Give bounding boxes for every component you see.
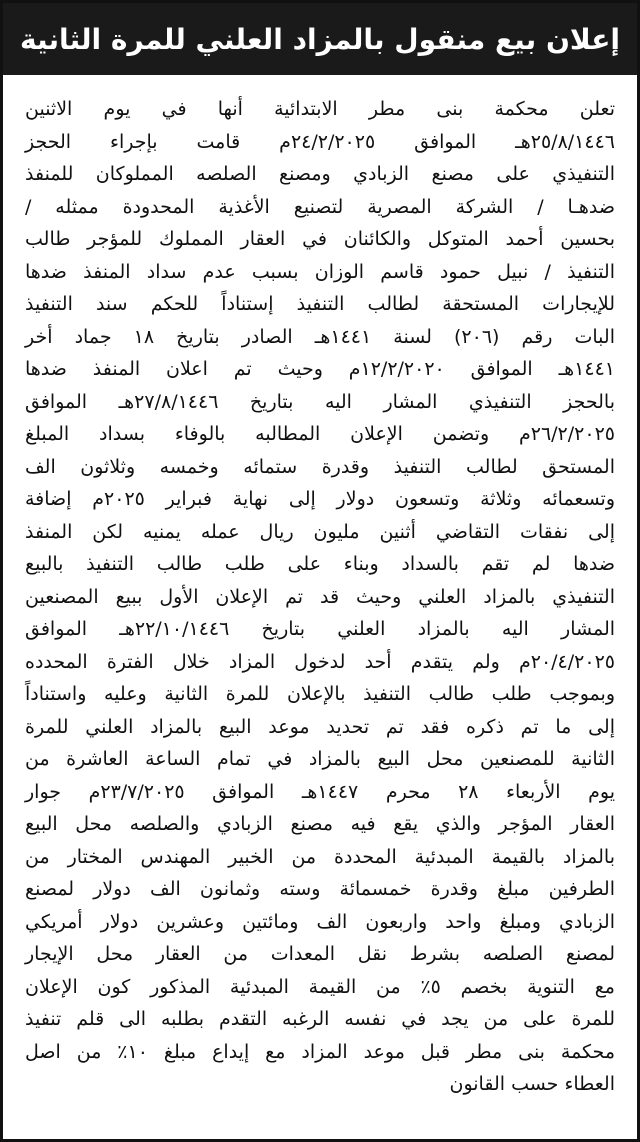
body-line: ٢٦/٢/٢٠٢٥م وتضمن الإعلان المطالبه بالوفاء بسداد المبلغ — [25, 423, 615, 445]
body-line: إلى نفقات التقاضي أثنين مليون ريال عمله يمنيه لكن المنفذ — [25, 520, 615, 543]
body-line-last: العطاء حسب القانون — [449, 1073, 615, 1095]
body-line: الثانية للمصنعين محل البيع بالمزاد في تمام الساعة العاشرة من — [25, 748, 615, 770]
notice-body — [3, 75, 637, 1101]
body-line: التنفيذي على مصنع الزبادي ومصنع الصلصه المملوكان للمنفذ — [25, 163, 615, 185]
body-line: الزبادي ومبلغ واحد واربعون الف ومائتين وعشرين دولار أمريكي — [25, 910, 615, 933]
body-line: التنفيذ / نبيل حمود قاسم الوزان بسبب عدم سداد المنفذ ضدها — [25, 260, 615, 283]
body-line: الطرفين مبلغ وقدرة خمسمائة وسته وثمانون الف دولار لمصنع — [25, 878, 615, 900]
body-line: بالمزاد بالقيمة المبدئية المحددة من الخبير المهندس المختار من — [25, 845, 615, 868]
body-line: ٢٥/٨/١٤٤٦هـ الموافق ٢٤/٢/٢٠٢٥م قامت بإجراء الحجز — [25, 130, 616, 153]
body-line: العقار المؤجر والذي يقع فيه مصنع الزبادي والصلصه محل البيع — [25, 813, 615, 835]
body-line: المشار اليه بالمزاد العلني بتاريخ ٢٢/١٠/١٤٤٦هـ الموافق — [25, 618, 616, 640]
body-line: للمرة على من يجد في نفسه الرغبه التقدم بطلبه الى قلم تنفيذ — [25, 1008, 615, 1030]
body-line: بحسين أحمد المتوكل والكائنان في العقار المملوك للمؤجر طالب — [25, 228, 615, 250]
body-line: ضدهـا / الشركة المصرية لتصنيع الأغذية المحدودة ممثله / — [25, 195, 615, 218]
body-line: مع التنوية بخصم ٥٪ من القيمة المبدئية المذكور كون الإعلان — [25, 975, 615, 998]
body-line: لمصنع الصلصه بشرط نقل المعدات من العقار محل الإيجار — [25, 943, 615, 965]
body-line: بالحجز التنفيذي المشار اليه بتاريخ ٢٧/٨/١٤٤٦هـ الموافق — [25, 390, 616, 413]
body-line: البات رقم (٢٠٦) لسنة ١٤٤١هـ الصادر بتاريخ ١٨ جماد أخر — [25, 325, 615, 348]
body-line: ٢٠/٤/٢٠٢٥م ولم يتقدم أحد لدخول المزاد خلال الفترة المحدده — [25, 650, 615, 673]
body-line: للإيجارات المستحقة لطالب التنفيذ إستناداً للحكم سند التنفيذ — [25, 293, 615, 315]
notice-title: إعلان بيع منقول بالمزاد العلني للمرة الثانية — [20, 22, 620, 56]
body-line: المستحق لطالب التنفيذ وقدرة ستمائه وخمسه وثلاثون الف — [25, 455, 615, 478]
body-line: ١٤٤١هـ الموافق ١٢/٢/٢٠٢٠م وحيث تم اعلان المنفذ ضدها — [25, 358, 615, 380]
notice-header — [3, 3, 637, 75]
body-line: ضدها لم تقم بالسداد وبناء على طلب طالب التنفيذ بالبيع — [25, 553, 615, 575]
body-line: يوم الأربعاء ٢٨ محرم ١٤٤٧هـ الموافق ٢٣/٧/٢٠٢٥م جوار — [25, 780, 615, 803]
body-line: تعلن محكمة بنى مطر الابتدائية أنها في يوم الاثنين — [25, 98, 615, 120]
body-line: إلى ما تم ذكره فقد تم تحديد موعد البيع بالمزاد العلني للمرة — [25, 715, 615, 738]
body-line: محكمة بنى مطر قبل موعد المزاد مع إيداع مبلغ ١٠٪ من اصل — [25, 1040, 615, 1063]
body-line: وتسعمائه وثلاثة وتسعون دولار إلى نهاية فبراير ٢٠٢٥م إضافة — [25, 488, 616, 510]
body-line: التنفيذي بالمزاد العلني وحيث قد تم الإعلان الأول ببيع المصنعين — [25, 585, 615, 608]
body-line: وبموجب طلب طالب التنفيذ بالإعلان للمرة الثانية وعليه واستناداً — [25, 683, 615, 705]
